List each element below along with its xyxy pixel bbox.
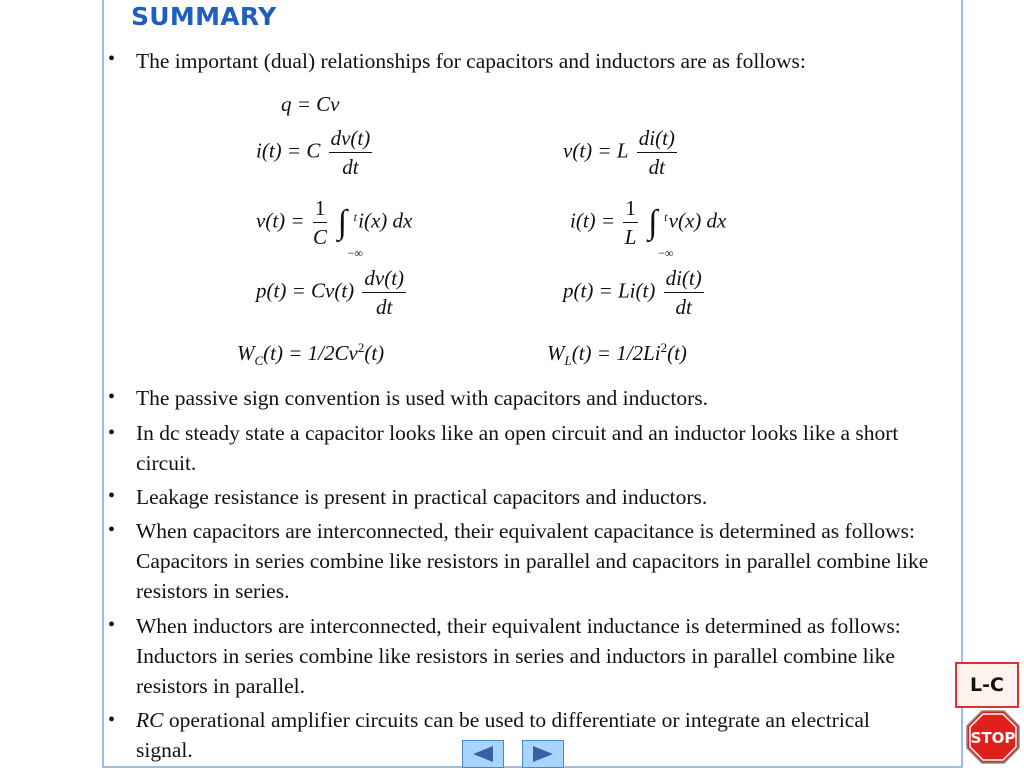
- bullet-6: When inductors are interconnected, their equivalent inductance is determined as follows: Inductors in series combine like resistors in series and inductors in parallel combine like resistors in parallel.: [136, 614, 901, 698]
- eq-symbol: W: [547, 341, 565, 365]
- bullet-marker: •: [108, 519, 116, 541]
- eq-capacitor-energy: [237, 340, 384, 369]
- eq-tail: (t): [667, 341, 687, 365]
- lc-link-button[interactable]: L-C: [955, 662, 1019, 708]
- eq-charge: q = Cv: [281, 92, 340, 116]
- eq-inductor-current: [570, 196, 727, 260]
- eq-inductor-energy: [547, 340, 687, 369]
- bullet-5: When capacitors are interconnected, their equivalent capacitance is determined as follows: Capacitors in series combine like resistors in parallel and capacitors in parallel combine like resistors in series.: [136, 519, 929, 603]
- integral-sign: ∫ t −∞: [648, 203, 657, 243]
- bullet-7-text: operational amplifier circuits can be used to differentiate or integrate an electrical signal.: [136, 708, 870, 762]
- eq-inductor-voltage: [563, 126, 680, 179]
- eq-tail: (t): [364, 341, 385, 365]
- integral-upper: t: [353, 209, 357, 224]
- fraction-num: di(t): [664, 266, 704, 293]
- stop-button[interactable]: [965, 709, 1021, 765]
- eq-lhs: v(t) = L: [563, 138, 629, 163]
- eq-sub: C: [254, 353, 264, 369]
- fraction-den: dt: [675, 295, 692, 319]
- integrand: v(x) dx: [668, 208, 727, 233]
- eq-sup: 2: [357, 340, 365, 355]
- left-arrow-icon: [469, 744, 497, 764]
- eq-lhs: p(t) = Li(t): [563, 278, 656, 303]
- bullet-marker: •: [108, 422, 116, 444]
- fraction-num: 1: [623, 196, 638, 223]
- stop-sign-icon: [965, 709, 1021, 765]
- stop-label: STOP: [970, 729, 1016, 747]
- eq-lhs: i(t) =: [570, 208, 616, 233]
- fraction-num: dv(t): [362, 266, 406, 293]
- bullet-marker: •: [108, 48, 116, 70]
- eq-symbol: W: [237, 341, 255, 365]
- fraction: [623, 196, 638, 249]
- bullet-2: The passive sign convention is used with capacitors and inductors.: [136, 386, 709, 410]
- eq-sub: L: [564, 353, 572, 369]
- eq-lhs: v(t) =: [256, 208, 305, 233]
- eq-inductor-power: [563, 266, 707, 319]
- fraction: [313, 196, 328, 249]
- fraction-den: dt: [376, 295, 393, 319]
- next-button[interactable]: [522, 740, 564, 768]
- integral-sign: ∫ t −∞: [338, 203, 347, 243]
- integral-lower: −∞: [347, 245, 363, 260]
- fraction: [637, 126, 677, 179]
- eq-rhs: (t) = 1/2Li: [571, 341, 661, 365]
- fraction: [664, 266, 704, 319]
- bullet-marker: •: [108, 386, 116, 408]
- bullet-4: Leakage resistance is present in practical capacitors and inductors.: [136, 485, 708, 509]
- fraction-den: dt: [342, 155, 359, 179]
- fraction-den: L: [624, 225, 637, 249]
- fraction-num: dv(t): [329, 126, 373, 153]
- fraction-num: 1: [313, 196, 328, 223]
- integral-lower: −∞: [658, 245, 674, 260]
- bullet-marker: •: [108, 709, 116, 731]
- integral-upper: t: [664, 209, 668, 224]
- fraction: [362, 266, 406, 319]
- eq-lhs: p(t) = Cv(t): [256, 278, 355, 303]
- slide-title: SUMMARY: [131, 2, 277, 31]
- eq-lhs: i(t) = C: [256, 138, 321, 163]
- eq-capacitor-voltage: [256, 196, 413, 260]
- bullet-1: The important (dual) relationships for capacitors and inductors are as follows:: [136, 49, 806, 73]
- fraction-den: dt: [648, 155, 665, 179]
- eq-capacitor-power: [256, 266, 409, 319]
- prev-button[interactable]: [462, 740, 504, 768]
- bullet-marker: •: [108, 485, 116, 507]
- fraction-den: C: [313, 225, 328, 249]
- bullet-3: In dc steady state a capacitor looks like an open circuit and an inductor looks like a short circuit.: [136, 421, 899, 475]
- fraction-num: di(t): [637, 126, 677, 153]
- rc-prefix: RC: [136, 708, 164, 732]
- eq-rhs: (t) = 1/2Cv: [263, 341, 358, 365]
- right-arrow-icon: [529, 744, 557, 764]
- eq-sup: 2: [660, 340, 668, 355]
- bullet-marker: •: [108, 614, 116, 636]
- integrand: i(x) dx: [358, 208, 413, 233]
- fraction: [329, 126, 373, 179]
- eq-capacitor-current: [256, 126, 375, 179]
